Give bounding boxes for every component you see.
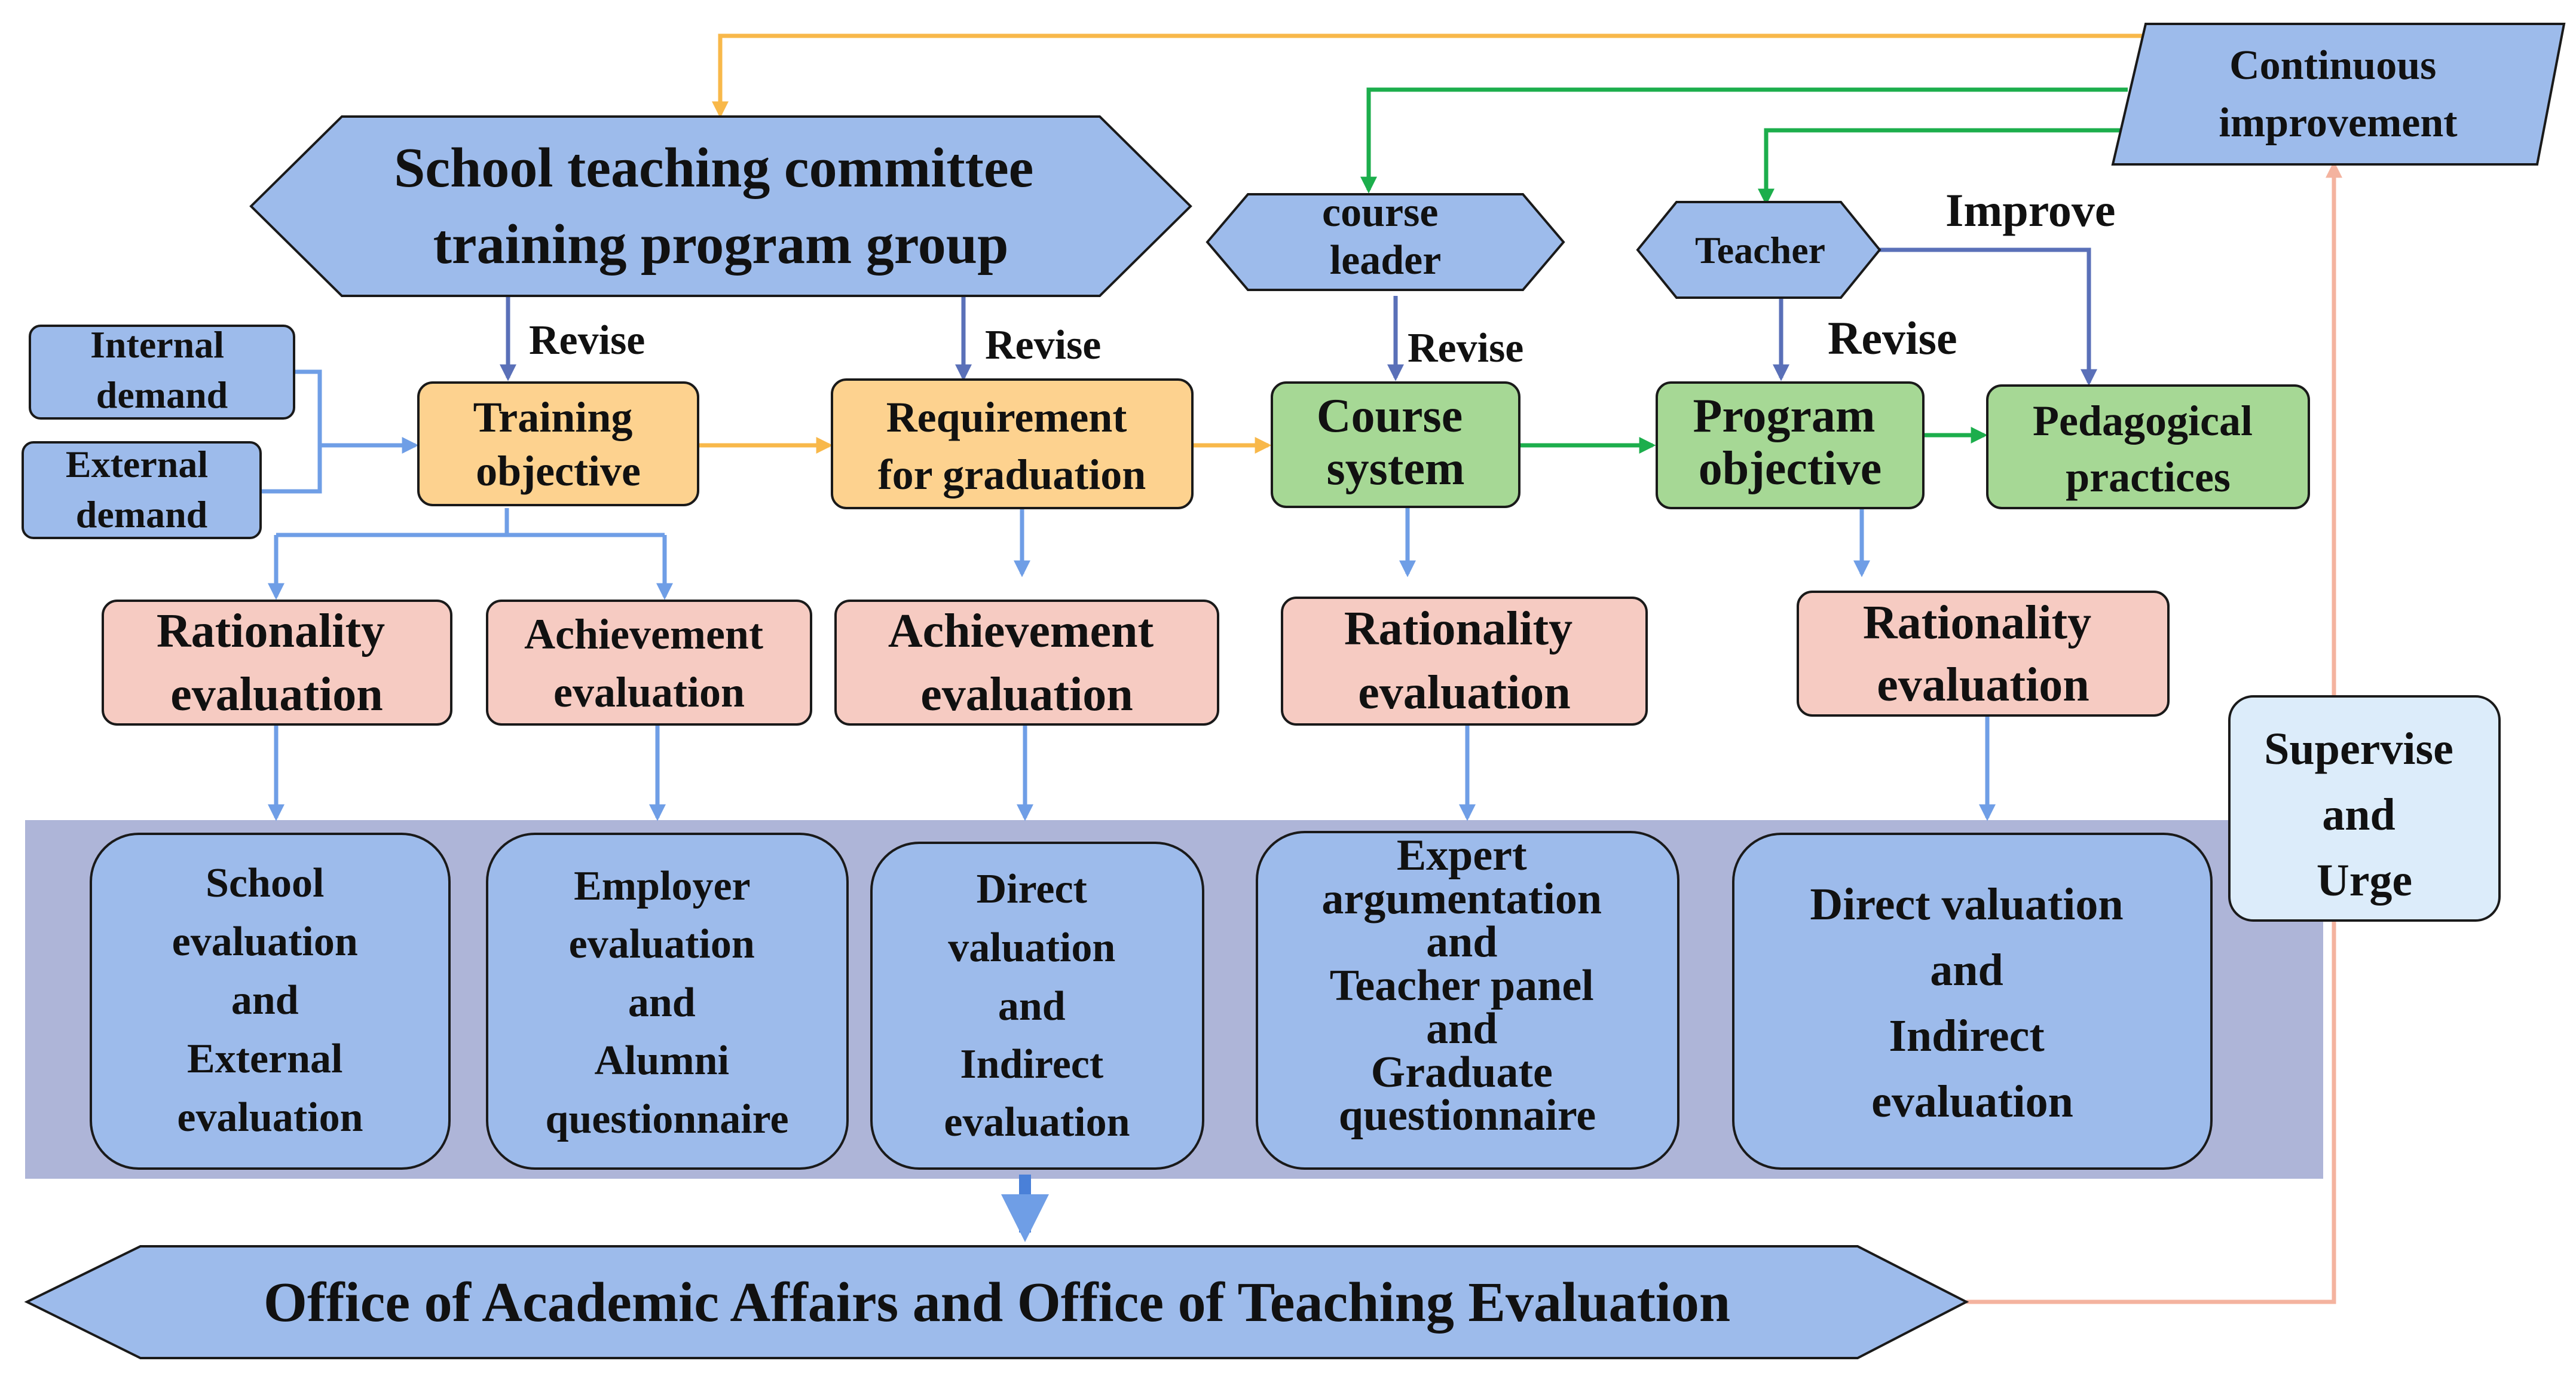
course-leader-label-line-2: leader (1329, 237, 1442, 283)
edge-internal-demand (294, 372, 320, 445)
edge-training-split (276, 508, 665, 535)
school-external-eval-label-line-4: External (186, 1036, 343, 1082)
direct-indirect-1-label-line-5: evaluation (944, 1099, 1130, 1145)
office-label-line-1: Office of Academic Affairs and Office of Teaching Evaluation (263, 1271, 1731, 1334)
pedagogical-practices-label-line-2: practices (2066, 453, 2231, 501)
rationality-eval-3-label-line-1: Rationality (1862, 597, 2092, 649)
internal-demand-label-line-1: Internal (90, 323, 224, 366)
employer-alumni-label-line-2: evaluation (568, 921, 755, 967)
achievement-eval-1-label-line-1: Achievement (524, 610, 763, 658)
course-leader-label-line-1: course (1322, 189, 1439, 236)
external-demand-label-line-1: External (65, 443, 209, 485)
revise-label-3: Revise (1408, 325, 1524, 371)
direct-indirect-2-label-line-1: Direct valuation (1810, 879, 2124, 929)
revise-label-4: Revise (1828, 312, 1957, 364)
rationality-eval-3-label-line-2: evaluation (1877, 659, 2089, 711)
committee-label-line-2: training program group (433, 213, 1009, 276)
employer-alumni-label-line-1: Employer (574, 863, 750, 909)
expert-teacher-graduate-label-line-5: and (1426, 1004, 1498, 1053)
course-system-label (1317, 390, 1474, 495)
edge-improvement-to-course-leader (1369, 90, 2128, 190)
pedagogical-practices-label-line-1: Pedagogical (2033, 397, 2253, 445)
teacher-label (1695, 229, 1825, 271)
expert-teacher-graduate-label-line-7: questionnaire (1338, 1091, 1596, 1140)
achievement-eval-1-label-line-2: evaluation (553, 668, 745, 716)
rationality-eval-1-label-line-1: Rationality (156, 605, 386, 658)
program-objective-label-line-2: objective (1698, 442, 1882, 495)
revise-label-1: Revise (529, 317, 645, 363)
committee-label-line-1: School teaching committee (394, 137, 1034, 199)
rationality-eval-1-label-line-2: evaluation (170, 668, 383, 721)
continuous-improvement-label-line-1: Continuous (2229, 42, 2437, 88)
improve-label: Improve (1945, 184, 2116, 236)
achievement-eval-2-label-line-1: Achievement (888, 605, 1154, 658)
supervise-urge-label-line-1: Supervise (2264, 724, 2453, 774)
expert-teacher-graduate-label (1321, 831, 1613, 1140)
rationality-eval-2-label-line-1: Rationality (1344, 603, 1573, 655)
expert-teacher-graduate-label-line-1: Expert (1396, 831, 1527, 880)
supervise-urge-label-line-2: and (2322, 790, 2396, 840)
course-system-label-line-1: Course (1316, 390, 1463, 442)
school-external-eval-label-line-1: School (206, 860, 325, 906)
school-external-eval-label-line-5: evaluation (177, 1094, 363, 1140)
program-objective-label-line-1: Program (1693, 390, 1876, 442)
achievement-eval-2-label-line-2: evaluation (920, 668, 1133, 721)
expert-teacher-graduate-label-line-3: and (1426, 918, 1498, 967)
teacher-label-line-1: Teacher (1694, 229, 1826, 271)
requirement-graduation-label-line-2: for graduation (877, 451, 1146, 499)
edge-improvement-to-committee (720, 36, 2146, 115)
revise-label-2: Revise (985, 322, 1102, 368)
external-demand-label-line-2: demand (75, 493, 208, 536)
training-objective-label-line-1: Training (473, 393, 633, 441)
school-external-eval-label-line-3: and (231, 977, 299, 1023)
program-objective-label (1693, 390, 1887, 495)
expert-teacher-graduate-label-line-6: Graduate (1370, 1048, 1553, 1097)
employer-alumni-label-line-5: questionnaire (545, 1096, 789, 1142)
continuous-improvement-label-line-2: improvement (2219, 100, 2458, 146)
rationality-eval-2-label-line-2: evaluation (1358, 666, 1571, 719)
expert-teacher-graduate-label-line-4: Teacher panel (1329, 961, 1594, 1010)
direct-indirect-2-label-line-2: and (1930, 945, 2003, 995)
employer-alumni-label-line-3: and (628, 980, 696, 1026)
employer-alumni-label-line-4: Alumni (594, 1038, 730, 1084)
direct-indirect-1-label-line-1: Direct (976, 866, 1087, 912)
edge-external-demand (261, 445, 320, 491)
direct-indirect-1-label-line-2: valuation (948, 925, 1116, 971)
expert-teacher-graduate-label-line-2: argumentation (1321, 874, 1602, 924)
school-external-eval-label-line-2: evaluation (172, 919, 358, 965)
course-system-label-line-2: system (1326, 442, 1465, 495)
direct-indirect-2-label-line-3: Indirect (1889, 1011, 2045, 1061)
supervise-urge-label-line-3: Urge (2316, 855, 2413, 906)
direct-indirect-1-label-line-3: and (998, 983, 1066, 1029)
office-label (264, 1271, 1730, 1334)
direct-indirect-2-label-line-4: evaluation (1871, 1077, 2073, 1127)
training-objective-label-line-2: objective (476, 447, 641, 495)
internal-demand-label-line-2: demand (96, 374, 228, 416)
requirement-graduation-label-line-1: Requirement (886, 393, 1127, 441)
direct-indirect-1-label-line-4: Indirect (960, 1041, 1104, 1087)
